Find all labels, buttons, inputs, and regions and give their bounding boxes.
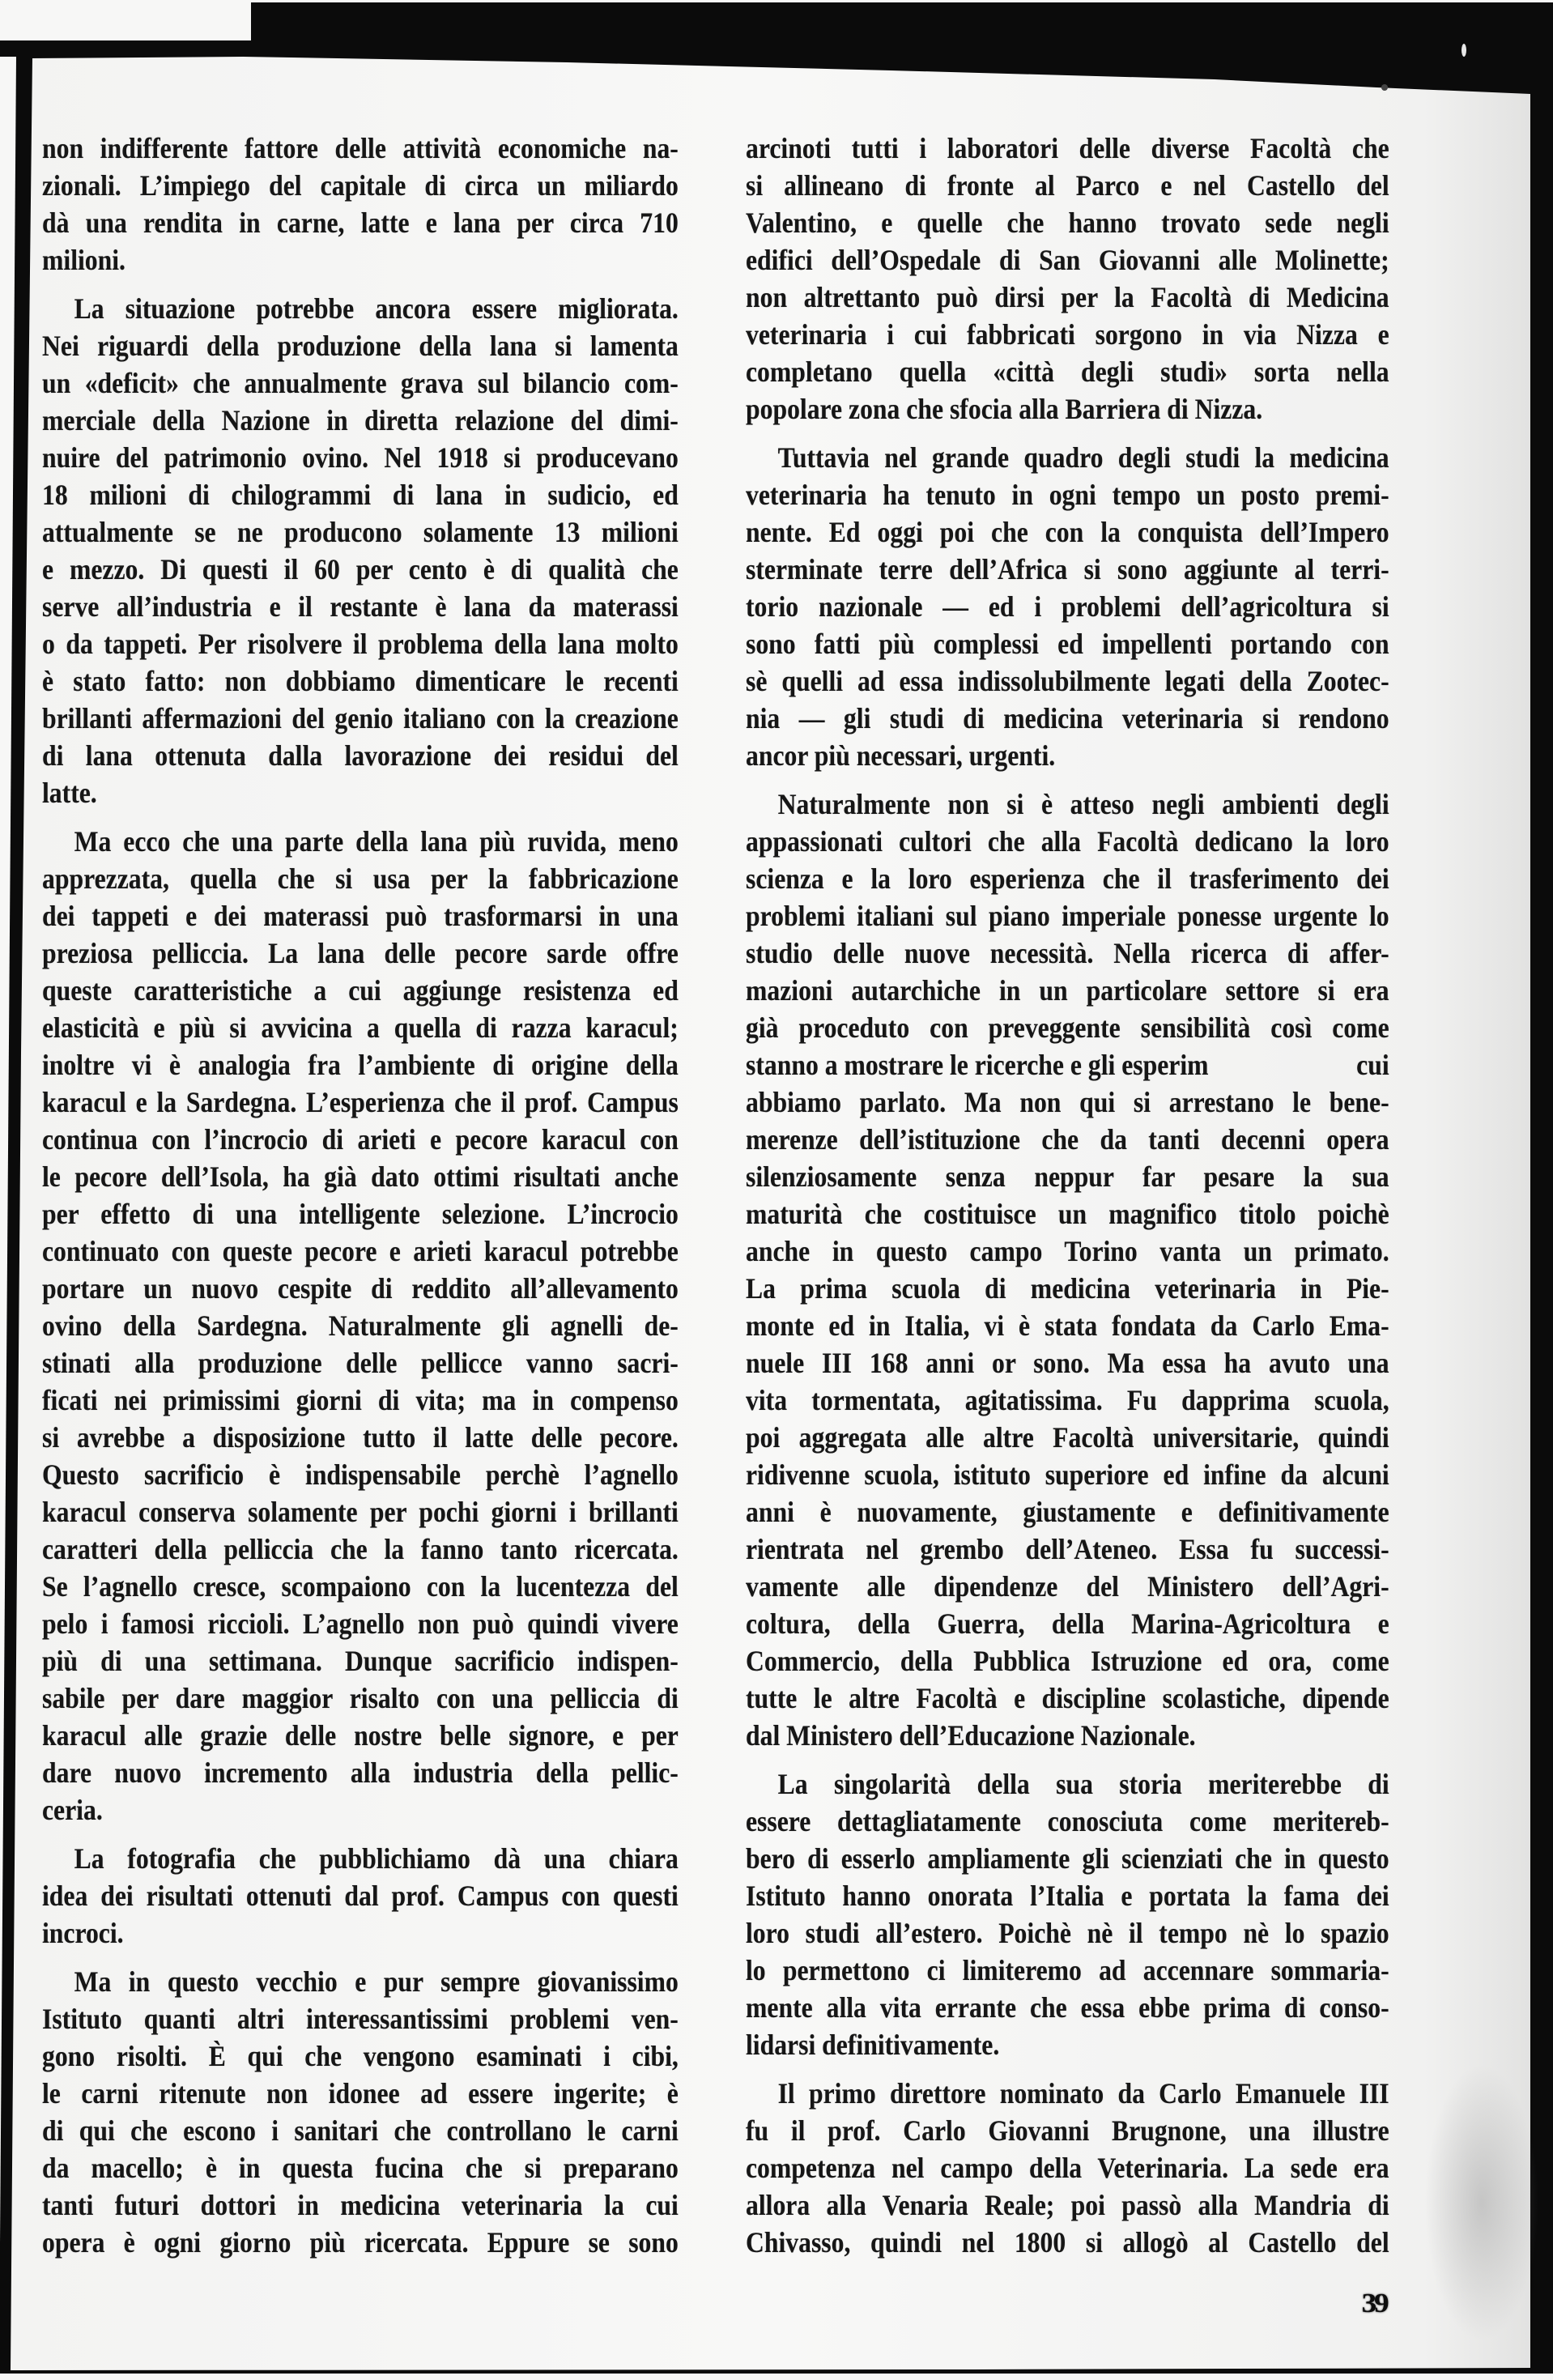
text-line: dare nuovo incremento alla industria della pellic-	[42, 1756, 679, 1789]
paragraph	[42, 130, 679, 279]
text-line: essere dettagliatamente conosciuta come meritereb-	[746, 1805, 1389, 1837]
text-line: elasticità e più si avvicina a quella di razza karacul;	[42, 1011, 679, 1044]
text-line: non indifferente fattore delle attività economiche na-	[42, 132, 679, 164]
text-line: abbiamo parlato. Ma non qui si arrestano le bene-	[746, 1086, 1389, 1118]
text-line: Istituto hanno onorata l’Italia e portata la fama dei	[746, 1880, 1389, 1912]
text-line: ancor più necessari, urgenti.	[746, 739, 1056, 772]
text-line: attualmente se ne producono solamente 13 milioni	[42, 516, 679, 548]
text-line: Commercio, della Pubblica Istruzione ed ora, come	[746, 1645, 1389, 1677]
text-line: competenza nel campo della Veterinaria. La sede era	[746, 2152, 1389, 2184]
text-line: popolare zona che sfocia alla Barriera di Nizza.	[746, 393, 1263, 425]
text-line: Ma in questo vecchio e pur sempre giovanissimo	[74, 1965, 679, 1998]
text-line: Istituto quanti altri interessantissimi problemi ven-	[42, 2003, 679, 2035]
text-line: merenze dell’istituzione che da tanti decenni opera	[746, 1123, 1389, 1156]
paragraph	[746, 439, 1389, 774]
text-line: apprezzata, quella che si usa per la fabbricazione	[42, 862, 679, 895]
text-line: veterinaria ha tenuto in ogni tempo un posto premi-	[746, 479, 1389, 511]
text-line: fu il prof. Carlo Giovanni Brugnone, una illustre	[746, 2114, 1389, 2147]
text-line: karacul conserva solamente per pochi giorni i brillanti	[42, 1496, 679, 1528]
text-line: queste caratteristiche a cui aggiunge resistenza ed	[42, 974, 679, 1007]
text-line: sè quelli ad essa indissolubilmente legati della Zootec-	[746, 665, 1389, 697]
text-line: di qui che escono i sanitari che controllano le carni	[42, 2114, 679, 2147]
text-line: non altrettanto può dirsi per la Facoltà di Medicina	[746, 281, 1389, 313]
text-line: veterinaria i cui fabbricati sorgono in via Nizza e	[746, 318, 1389, 351]
text-line: brillanti affermazioni del genio italiano con la creazione	[42, 702, 679, 734]
text-line: Chivasso, quindi nel 1800 si allogò al Castello del	[746, 2226, 1389, 2259]
text-line: maturità che costituisce un magnifico titolo poichè	[746, 1198, 1389, 1230]
text-line: mazioni autarchiche in un particolare settore si era	[746, 974, 1389, 1007]
text-line: dal Ministero dell’Educazione Nazionale.	[746, 1719, 1196, 1752]
text-line: dei tappeti e dei materassi può trasformarsi in una	[42, 900, 679, 932]
text-line: Il primo direttore nominato da Carlo Emanuele III	[777, 2077, 1389, 2110]
text-line: poi aggregata alle altre Facoltà universitarie, quindi	[746, 1421, 1389, 1454]
paragraph	[746, 2075, 1389, 2261]
paragraph	[42, 290, 679, 811]
text-line: sterminate terre dell’Africa si sono aggiunte al terri-	[746, 553, 1389, 585]
text-line: loro studi all’estero. Poichè nè il tempo nè lo spazio	[746, 1917, 1389, 1949]
text-line: o da tappeti. Per risolvere il problema della lana molto	[42, 628, 679, 660]
text-line: nuele III 168 anni or sono. Ma essa ha avuto una	[746, 1347, 1389, 1379]
text-line: scienza e la loro esperienza che il trasferimento dei	[746, 862, 1389, 895]
text-line: dà una rendita in carne, latte e lana per circa 710	[42, 206, 679, 239]
paragraph	[42, 823, 679, 1829]
text-line: problemi italiani sul piano imperiale ponesse urgente lo	[746, 900, 1389, 932]
page-number: 39	[1361, 2288, 1387, 2318]
text-line: di lana ottenuta dalla lavorazione dei residui del	[42, 739, 679, 772]
text-line: karacul alle grazie delle nostre belle signore, e per	[42, 1719, 679, 1752]
text-line: continuato con queste pecore e arieti karacul potrebbe	[42, 1235, 679, 1267]
text-line: zionali. L’impiego del capitale di circa un miliardo	[42, 169, 679, 202]
text-line: Nei riguardi della produzione della lana si lamenta	[42, 330, 679, 362]
right-column	[746, 130, 1389, 2261]
text-line: Naturalmente non si è atteso negli ambienti degli	[777, 788, 1389, 820]
text-line: sabile per dare maggior risalto con una pelliccia di	[42, 1682, 679, 1714]
text-line: completano quella «città degli studi» sorta nella	[746, 356, 1389, 388]
paragraph	[42, 1840, 679, 1952]
scan-speck	[1462, 44, 1466, 57]
text-line: torio nazionale — ed i problemi dell’agricoltura si	[746, 590, 1389, 623]
text-line: monte ed in Italia, vi è stata fondata da Carlo Ema-	[746, 1309, 1389, 1342]
text-line: milioni.	[42, 244, 126, 276]
text-line: tutte le altre Facoltà e discipline scolastiche, dipende	[746, 1682, 1389, 1714]
page-smudge	[1425, 2065, 1538, 2340]
text-line: studio delle nuove necessità. Nella ricerca di affer-	[746, 937, 1389, 969]
text-line: 18 milioni di chilogrammi di lana in sudicio, ed	[42, 479, 679, 511]
text-line: Se l’agnello cresce, scompaiono con la lucentezza del	[42, 1570, 679, 1603]
text-line: è stato fatto: non dobbiamo dimenticare le recenti	[42, 665, 679, 697]
text-line: tanti futuri dottori in medicina veterinaria la cui	[42, 2189, 679, 2221]
text-line: incroci.	[42, 1917, 124, 1949]
damaged-text-line	[746, 1046, 1389, 1084]
text-line-end: cui	[1356, 1049, 1389, 1081]
text-line: si allineano di fronte al Parco e nel Castello del	[746, 169, 1389, 202]
text-line: più di una settimana. Dunque sacrificio indispen-	[42, 1645, 679, 1677]
text-line: arcinoti tutti i laboratori delle diverse Facoltà che	[746, 132, 1389, 164]
text-line: già proceduto con preveggente sensibilità così come	[746, 1011, 1389, 1044]
text-line: appassionati cultori che alla Facoltà dedicano la loro	[746, 825, 1389, 858]
text-line: Questo sacrificio è indispensabile perchè l’agnello	[42, 1458, 679, 1491]
text-line: caratteri della pelliccia che la fanno tanto ricercata.	[42, 1533, 679, 1565]
text-line: preziosa pelliccia. La lana delle pecore sarde offre	[42, 937, 679, 969]
text-line: Tuttavia nel grande quadro degli studi la medicina	[777, 441, 1389, 474]
text-line: silenziosamente senza neppur far pesare la sua	[746, 1160, 1389, 1193]
text-line: mente alla vita errante che essa ebbe prima di conso-	[746, 1991, 1389, 2024]
text-line: gono risolti. È qui che vengono esaminati i cibi,	[42, 2040, 679, 2072]
text-line: nia — gli studi di medicina veterinaria si rendono	[746, 702, 1389, 734]
text-line: serve all’industria e il restante è lana da materassi	[42, 590, 679, 623]
text-line: nuire del patrimonio ovino. Nel 1918 si producevano	[42, 441, 679, 474]
text-line: e mezzo. Di questi il 60 per cento è di qualità che	[42, 553, 679, 585]
text-line: le carni ritenute non idonee ad essere ingerite; è	[42, 2077, 679, 2110]
text-line: da macello; è in questa fucina che si preparano	[42, 2152, 679, 2184]
text-line: vamente alle dipendenze del Ministero dell’Agri-	[746, 1570, 1389, 1603]
left-column	[42, 130, 679, 2261]
text-line: edifici dell’Ospedale di San Giovanni alle Molinette;	[746, 244, 1389, 276]
text-line: anni è nuovamente, giustamente e definitivamente	[746, 1496, 1389, 1528]
text-line: inoltre vi è analogia fra l’ambiente di origine della	[42, 1049, 679, 1081]
text-line: ficati nei primissimi giorni di vita; ma in compenso	[42, 1384, 679, 1416]
text-line: ceria.	[42, 1794, 103, 1826]
text-line: La fotografia che pubblichiamo dà una chiara	[74, 1842, 679, 1875]
text-line: bero di esserlo ampliamente gli scienziati che in questo	[746, 1842, 1389, 1875]
text-line: ridivenne scuola, istituto superiore ed infine da alcuni	[746, 1458, 1389, 1491]
paragraph	[746, 130, 1389, 428]
text-line: lo permettono ci limiteremo ad accennare sommaria-	[746, 1954, 1389, 1986]
text-line: un «deficit» che annualmente grava sul bilancio com-	[42, 367, 679, 399]
text-line-start: stanno a mostrare le ricerche e gli esperim	[746, 1049, 1209, 1081]
text-line: nente. Ed oggi poi che con la conquista dell’Impero	[746, 516, 1389, 548]
text-line: si avrebbe a disposizione tutto il latte delle pecore.	[42, 1421, 679, 1454]
text-line: coltura, della Guerra, della Marina-Agricoltura e	[746, 1607, 1389, 1640]
text-line: stinati alla produzione delle pellicce vanno sacri-	[42, 1347, 679, 1379]
text-line: rientrata nel grembo dell’Ateneo. Essa fu successi-	[746, 1533, 1389, 1565]
text-line: per effetto di una intelligente selezione. L’incrocio	[42, 1198, 679, 1230]
text-line: allora alla Venaria Reale; poi passò alla Mandria di	[746, 2189, 1389, 2221]
text-line: latte.	[42, 777, 97, 809]
text-line: lidarsi definitivamente.	[746, 2029, 1000, 2061]
text-line: vita tormentata, agitatissima. Fu dapprima scuola,	[746, 1384, 1389, 1416]
text-line: opera è ogni giorno più ricercata. Eppure se sono	[42, 2226, 679, 2259]
text-line: karacul e la Sardegna. L’esperienza che il prof. Campus	[42, 1086, 679, 1118]
paragraph	[42, 1963, 679, 2261]
text-line: merciale della Nazione in diretta relazione del dimi-	[42, 404, 679, 436]
paragraph	[746, 786, 1389, 1754]
text-line: idea dei risultati ottenuti dal prof. Campus con questi	[42, 1880, 679, 1912]
paragraph	[746, 1765, 1389, 2063]
text-line: La situazione potrebbe ancora essere migliorata.	[74, 292, 679, 325]
text-line: sono fatti più complessi ed impellenti portando con	[746, 628, 1389, 660]
text-line: Ma ecco che una parte della lana più ruvida, meno	[74, 825, 679, 858]
text-line: ovino della Sardegna. Naturalmente gli agnelli de-	[42, 1309, 679, 1342]
text-line: le pecore dell’Isola, ha già dato ottimi risultati anche	[42, 1160, 679, 1193]
text-line: anche in questo campo Torino vanta un primato.	[746, 1235, 1389, 1267]
text-line: portare un nuovo cespite di reddito all’allevamento	[42, 1272, 679, 1305]
text-line: continua con l’incrocio di arieti e pecore karacul con	[42, 1123, 679, 1156]
text-line: Valentino, e quelle che hanno trovato sede negli	[746, 206, 1389, 239]
text-line: La singolarità della sua storia meriterebbe di	[777, 1768, 1389, 1800]
text-line: pelo i famosi riccioli. L’agnello non può quindi vivere	[42, 1607, 679, 1640]
text-line: La prima scuola di medicina veterinaria in Pie-	[746, 1272, 1389, 1305]
ink-drip	[1381, 84, 1388, 91]
